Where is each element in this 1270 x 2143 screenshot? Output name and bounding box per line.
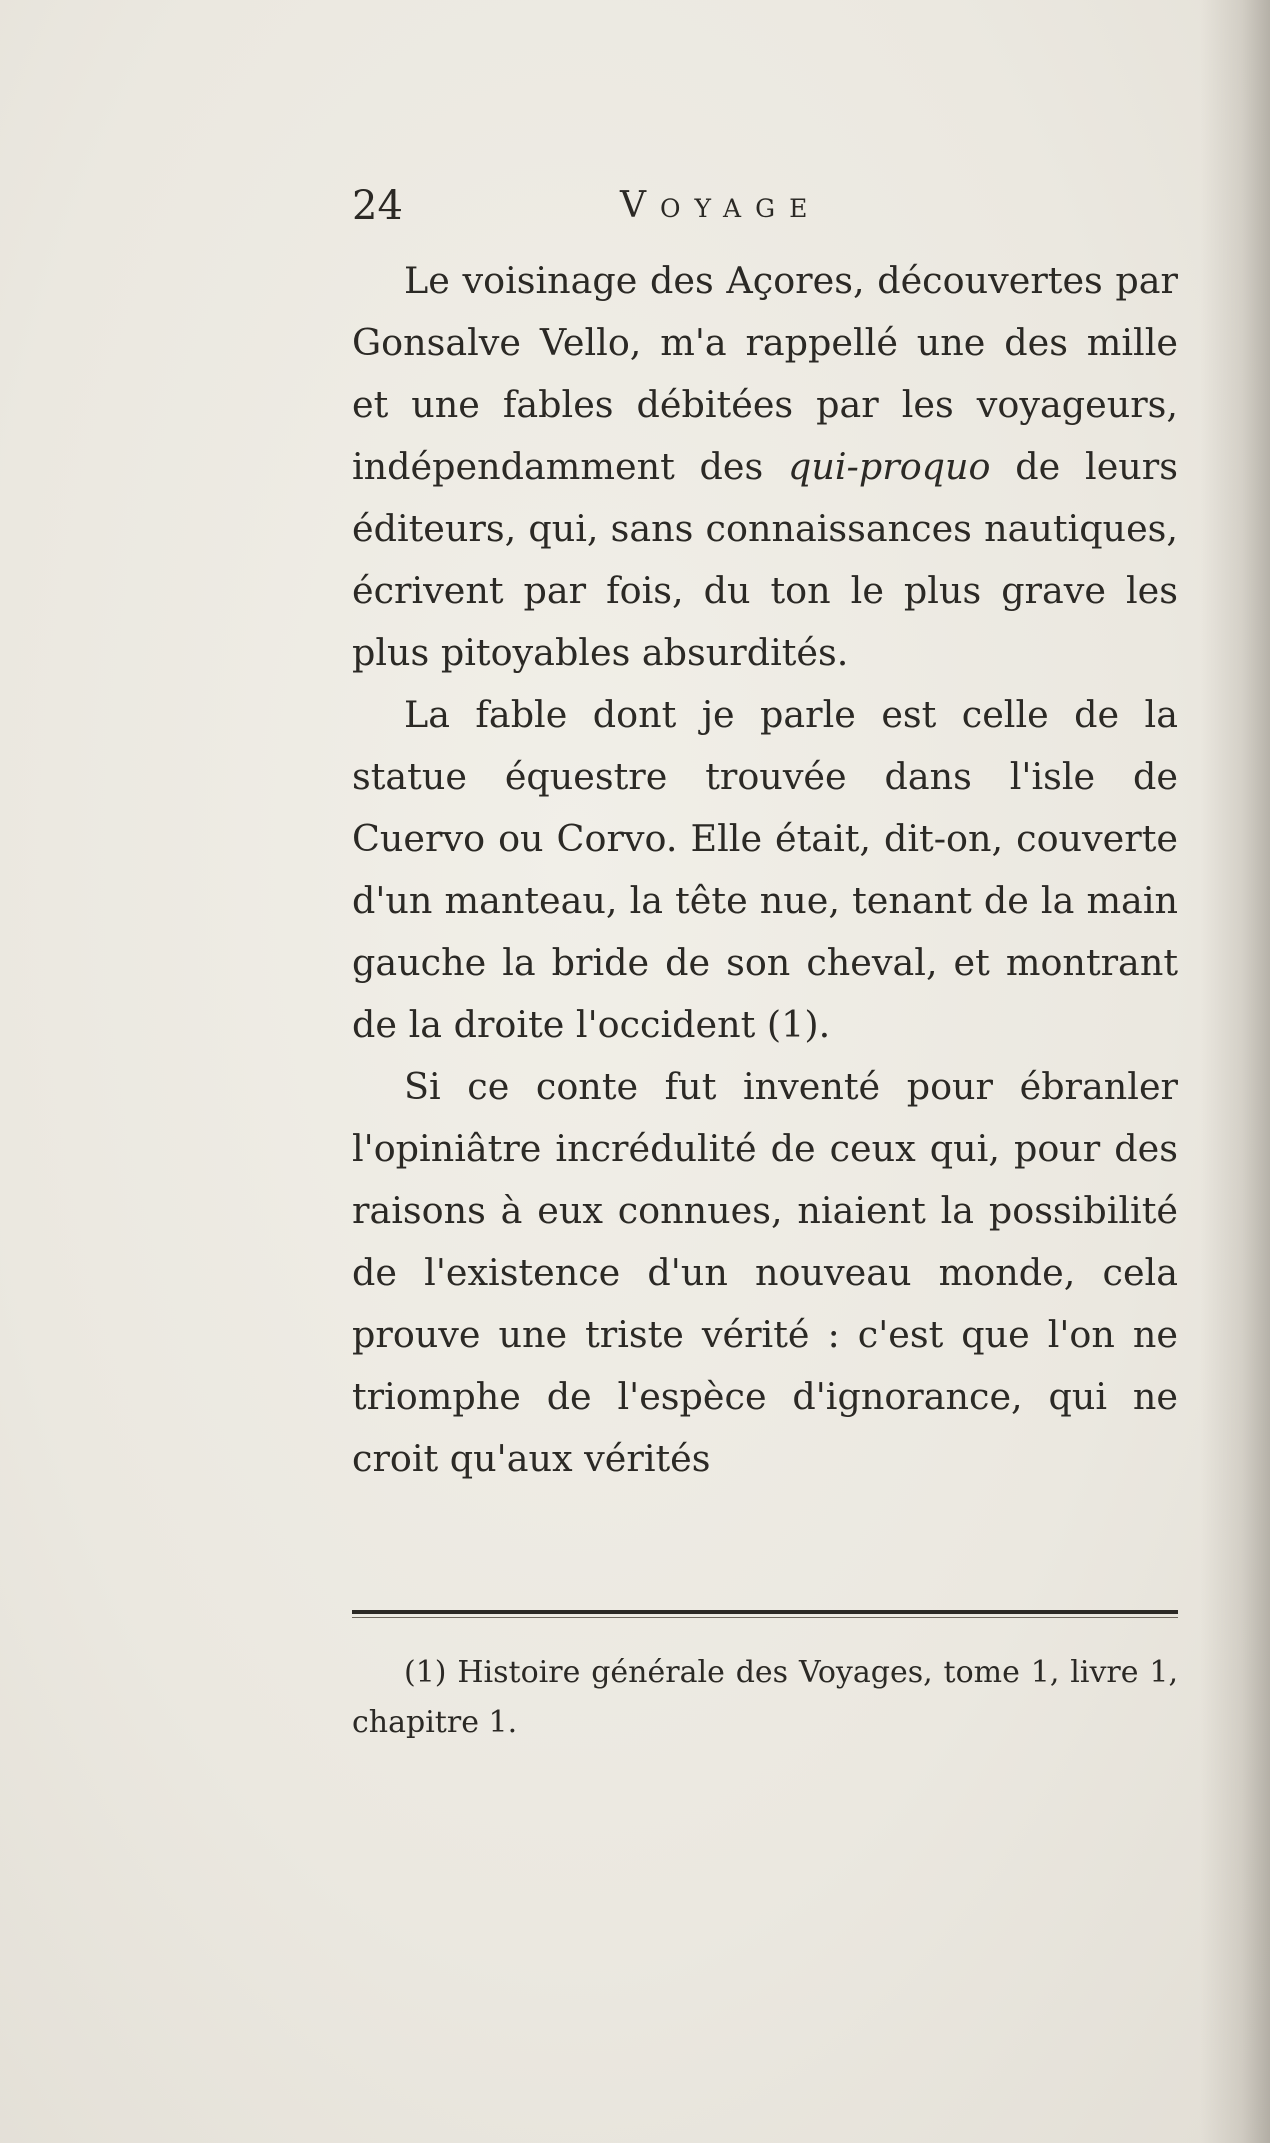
- running-title: Voyage: [620, 185, 822, 226]
- paragraph-acores: [352, 250, 1178, 684]
- page-gutter-shadow: [1200, 0, 1270, 2143]
- paragraph-conte: Si ce conte fut inventé pour ébranler l'opiniâtre incrédulité de ceux qui, pour des raisons à eux connues, niaient la possibilité de l'existence d'un nouveau monde, cela prouve une triste vérité : c'est que l'on ne triomphe de l'espèce d'ignorance, qui ne croit qu'aux vérités: [352, 1065, 1178, 1480]
- footnote: (1) Histoire générale des Voyages, tome 1, livre 1, chapitre 1.: [352, 1655, 1178, 1740]
- paragraph-statue: La fable dont je parle est celle de la statue équestre trouvée dans l'isle de Cuervo ou Corvo. Elle était, dit-on, couverte d'un manteau, la tête nue, tenant de la main gauche la bride de son cheval, et montrant de la droite l'occident (1).: [352, 693, 1178, 1046]
- paragraph-acores-italic: qui-proquo: [788, 445, 991, 488]
- page-header: [352, 176, 1182, 236]
- body-text: [352, 250, 1178, 1490]
- footnote-rule-thin: [352, 1617, 1178, 1618]
- paragraph-acores-text-2: de leurs éditeurs, qui, sans connaissances nautiques, écrivent par fois, du ton le plus grave les plus pitoyables absurdités.: [352, 445, 1178, 674]
- page-number: 24: [352, 183, 403, 229]
- footnote-rule: [352, 1610, 1178, 1614]
- paragraph-acores-text-1: Le voisinage des Açores, découvertes par Gonsalve Vello, m'a rappellé une des mille et une fables débitées par les voyageurs, indépendamment des: [352, 259, 1178, 488]
